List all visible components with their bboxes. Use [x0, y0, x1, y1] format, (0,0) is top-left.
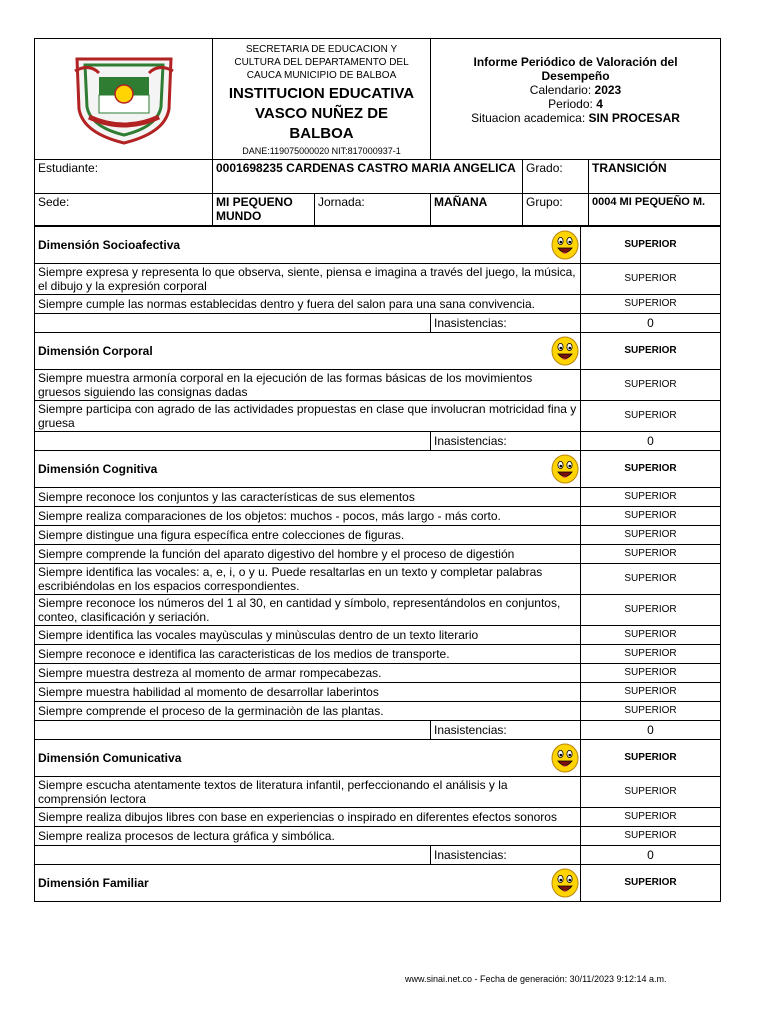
student-value: 0001698235 CARDENAS CASTRO MARIA ANGELICA	[213, 160, 523, 194]
indicator-text: Siempre realiza dibujos libres con base en experiencias o inspirado en diferentes efectos sonoros	[35, 808, 581, 827]
school-logo	[69, 49, 179, 147]
smiley-face-icon	[550, 454, 580, 484]
dimension-title: Dimensión Socioafectiva	[38, 238, 181, 252]
footer-text: www.sinai.net.co - Fecha de generación: 30/11/2023 9:12:14 a.m.	[405, 974, 667, 984]
indicator-grade: SUPERIOR	[581, 264, 721, 295]
indicator-text: Siempre realiza comparaciones de los objetos: muchos - pocos, más largo - más corto.	[35, 507, 581, 526]
dimension-grade: SUPERIOR	[581, 451, 721, 488]
indicator-row	[35, 507, 721, 526]
period-value: 4	[596, 97, 603, 111]
institution-cell	[213, 39, 431, 160]
absences-row	[35, 314, 721, 333]
indicator-row	[35, 564, 721, 595]
absences-label: Inasistencias:	[431, 432, 581, 451]
indicator-row	[35, 683, 721, 702]
indicator-grade: SUPERIOR	[581, 595, 721, 626]
dimension-title: Dimensión Cognitiva	[38, 462, 158, 476]
indicator-row	[35, 645, 721, 664]
smiley-face-icon	[550, 868, 580, 898]
indicator-grade: SUPERIOR	[581, 564, 721, 595]
indicator-text: Siempre comprende la función del aparato digestivo del hombre y el proceso de digestión	[35, 545, 581, 564]
absences-label: Inasistencias:	[431, 846, 581, 865]
report-title: Informe Periódico de Valoración del Desempeño	[473, 55, 678, 83]
grade-value: TRANSICIÓN	[589, 160, 721, 194]
indicator-grade: SUPERIOR	[581, 702, 721, 721]
secretaria-text: SECRETARIA DE EDUCACION Y CULTURA DEL DEPARTAMENTO DEL CAUCA MUNICIPIO DE BALBOA	[234, 44, 409, 81]
group-label: Grupo:	[523, 194, 589, 226]
absences-value: 0	[581, 314, 721, 333]
indicator-text: Siempre realiza procesos de lectura gráfica y simbólica.	[35, 827, 581, 846]
indicator-grade: SUPERIOR	[581, 645, 721, 664]
dimension-title-cell	[35, 865, 581, 902]
dimension-header-row	[35, 740, 721, 777]
indicator-grade: SUPERIOR	[581, 507, 721, 526]
indicator-text: Siempre distingue una figura específica entre colecciones de figuras.	[35, 526, 581, 545]
indicator-row	[35, 626, 721, 645]
smiley-face-icon	[550, 743, 580, 773]
header-table	[34, 38, 721, 226]
absences-value: 0	[581, 846, 721, 865]
dimension-grade: SUPERIOR	[581, 740, 721, 777]
school-logo-cell	[35, 39, 213, 160]
indicator-text: Siempre muestra habilidad al momento de desarrollar laberintos	[35, 683, 581, 702]
indicator-text: Siempre expresa y representa lo que observa, siente, piensa e imagina a través del juego, la música, el dibujo y la expresión corporal	[35, 264, 581, 295]
indicator-text: Siempre identifica las vocales: a, e, i, o y u. Puede resaltarlas en un texto y completar palabras escribiéndolas en los espacios correspondientes.	[35, 564, 581, 595]
dimension-title-cell	[35, 227, 581, 264]
status-value: SIN PROCESAR	[588, 111, 680, 125]
indicator-text: Siempre muestra armonía corporal en la ejecución de las formas básicas de los movimientos gruesos siguiendo las consignas dadas	[35, 370, 581, 401]
dane-text: DANE:119075000020 NIT:817000937-1	[242, 146, 401, 156]
dimension-header-row	[35, 333, 721, 370]
absences-spacer	[35, 846, 431, 865]
indicator-row	[35, 370, 721, 401]
calendar-line	[434, 83, 717, 97]
status-label: Situacion academica:	[471, 111, 586, 125]
dimension-title: Dimensión Corporal	[38, 344, 153, 358]
indicator-row	[35, 488, 721, 507]
indicator-grade: SUPERIOR	[581, 827, 721, 846]
shift-label: Jornada:	[315, 194, 431, 226]
absences-spacer	[35, 314, 431, 333]
smiley-face-icon	[550, 336, 580, 366]
indicator-grade: SUPERIOR	[581, 526, 721, 545]
indicator-row	[35, 264, 721, 295]
indicator-text: Siempre escucha atentamente textos de literatura infantil, perfeccionando el análisis y la comprensión lectora	[35, 777, 581, 808]
period-label: Periodo:	[548, 97, 593, 111]
dimensions-table	[34, 226, 721, 902]
indicator-text: Siempre reconoce e identifica las caracteristicas de los medios de transporte.	[35, 645, 581, 664]
calendar-value: 2023	[594, 83, 622, 97]
dimension-grade: SUPERIOR	[581, 865, 721, 902]
absences-label: Inasistencias:	[431, 721, 581, 740]
indicator-row	[35, 777, 721, 808]
indicator-grade: SUPERIOR	[581, 808, 721, 827]
indicator-row	[35, 827, 721, 846]
dimension-title-cell	[35, 451, 581, 488]
dimension-grade: SUPERIOR	[581, 227, 721, 264]
indicator-row	[35, 702, 721, 721]
site-value: MI PEQUENO MUNDO	[213, 194, 315, 226]
indicator-text: Siempre reconoce los números del 1 al 30, en cantidad y símbolo, representándolos en conjuntos, conteo, clasificación y seriación.	[35, 595, 581, 626]
report-sheet	[34, 38, 720, 902]
institution-name: INSTITUCION EDUCATIVA VASCO NUÑEZ DE BALBOA	[228, 85, 415, 142]
dimension-title: Dimensión Comunicativa	[38, 751, 182, 765]
indicator-grade: SUPERIOR	[581, 664, 721, 683]
indicator-grade: SUPERIOR	[581, 683, 721, 702]
indicator-grade: SUPERIOR	[581, 295, 721, 314]
indicator-grade: SUPERIOR	[581, 777, 721, 808]
indicator-text: Siempre identifica las vocales mayùsculas y minùsculas dentro de un texto literario	[35, 626, 581, 645]
dimension-title-cell	[35, 333, 581, 370]
dimension-header-row	[35, 227, 721, 264]
report-info-cell	[431, 39, 721, 160]
status-line	[434, 111, 717, 125]
absences-value: 0	[581, 432, 721, 451]
shift-value: MAÑANA	[431, 194, 523, 226]
dimension-grade: SUPERIOR	[581, 333, 721, 370]
indicator-row	[35, 545, 721, 564]
dimension-title: Dimensión Familiar	[38, 876, 149, 890]
absences-spacer	[35, 432, 431, 451]
indicator-text: Siempre cumple las normas establecidas dentro y fuera del salon para una sana convivencia.	[35, 295, 581, 314]
indicator-text: Siempre reconoce los conjuntos y las características de sus elementos	[35, 488, 581, 507]
dimension-header-row	[35, 451, 721, 488]
dimension-header-row	[35, 865, 721, 902]
indicator-grade: SUPERIOR	[581, 545, 721, 564]
absences-spacer	[35, 721, 431, 740]
indicator-row	[35, 664, 721, 683]
indicator-row	[35, 808, 721, 827]
indicator-grade: SUPERIOR	[581, 401, 721, 432]
absences-row	[35, 846, 721, 865]
absences-row	[35, 432, 721, 451]
student-label: Estudiante:	[35, 160, 213, 194]
period-line	[434, 97, 717, 111]
absences-value: 0	[581, 721, 721, 740]
dimension-title-cell	[35, 740, 581, 777]
group-value: 0004 MI PEQUEÑO M.	[589, 194, 721, 226]
indicator-text: Siempre comprende el proceso de la germinaciòn de las plantas.	[35, 702, 581, 721]
indicator-grade: SUPERIOR	[581, 370, 721, 401]
absences-label: Inasistencias:	[431, 314, 581, 333]
indicator-grade: SUPERIOR	[581, 488, 721, 507]
absences-row	[35, 721, 721, 740]
indicator-row	[35, 595, 721, 626]
grade-label: Grado:	[523, 160, 589, 194]
site-label: Sede:	[35, 194, 213, 226]
smiley-face-icon	[550, 230, 580, 260]
indicator-text: Siempre participa con agrado de las actividades propuestas en clase que involucran motricidad fina y gruesa	[35, 401, 581, 432]
calendar-label: Calendario:	[529, 83, 592, 97]
indicator-row	[35, 526, 721, 545]
indicator-row	[35, 401, 721, 432]
indicator-row	[35, 295, 721, 314]
indicator-grade: SUPERIOR	[581, 626, 721, 645]
indicator-text: Siempre muestra destreza al momento de armar rompecabezas.	[35, 664, 581, 683]
